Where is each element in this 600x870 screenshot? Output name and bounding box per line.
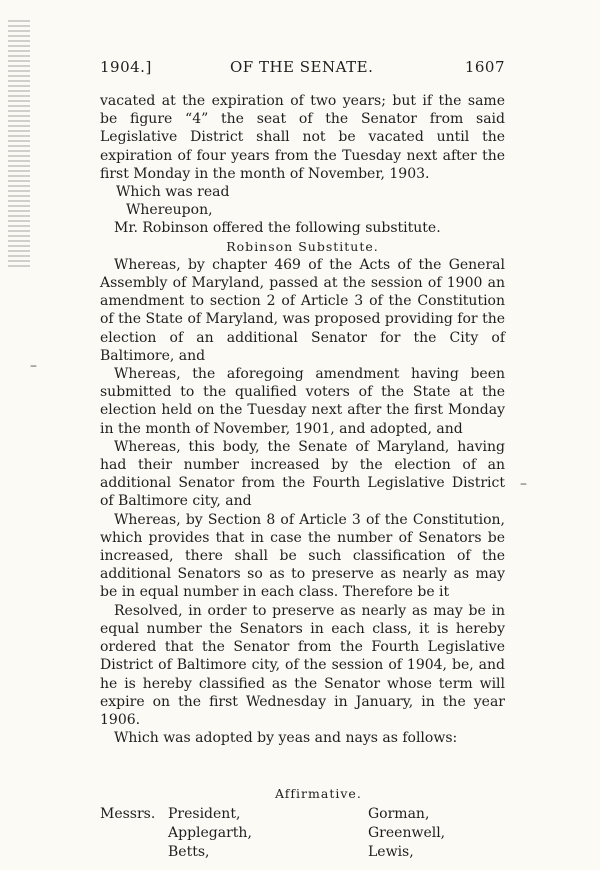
vote-prefix: Messrs. (100, 806, 156, 822)
page-number: 1607 (464, 58, 505, 76)
vote-name: Lewis, (368, 844, 414, 860)
header-title: OF THE SENATE. (230, 58, 374, 76)
vote-name: Greenwell, (368, 825, 446, 841)
margin-mark: – (30, 358, 37, 374)
body-text (100, 92, 505, 747)
vote-name: Applegarth, (168, 825, 252, 841)
vote-name: Betts, (168, 844, 210, 860)
paragraph-whereupon: Whereupon, (126, 202, 213, 219)
section-heading: Robinson Substitute. (226, 238, 379, 254)
paragraph-substitute-offered: Mr. Robinson offered the following substitute. (114, 220, 441, 237)
paragraph-whereas-3: Whereas, this body, the Senate of Maryland, having had their number increased by the election of an additional Senator from the Fourth Legislative District of Baltimore city, and (100, 438, 505, 510)
binding-edge-shadow (8, 20, 30, 270)
page-header (100, 58, 505, 78)
vote-name: Gorman, (368, 806, 430, 822)
vote-heading: Affirmative. (275, 786, 362, 801)
margin-mark: – (520, 476, 527, 492)
paragraph-vote-intro: Which was adopted by yeas and nays as follows: (114, 730, 458, 747)
paragraph-continuation: vacated at the expiration of two years; but if the same be figure “4” the seat of the Senator from said Legislative District shall not be vacated until the expiration of four years from the Tuesday next after the first Monday in the month of November, 1903. (100, 93, 505, 182)
paragraph-resolved: Resolved, in order to preserve as nearly as may be in equal number the Senators in each class, it is hereby ordered that the Senator from the Fourth Legislative District of Baltimore city, of the session of 1904, be, and he is hereby classified as the Senator whose term will expire on the first Wednesday in January, in the year 1906. (100, 602, 505, 728)
paragraph-whereas-4: Whereas, by Section 8 of Article 3 of the Constitution, which provides that in case the number of Senators be increased, there shall be such classification of the additional Senators so as to preserve as nearly as may be in equal number in each class. Therefore be it (100, 511, 505, 601)
paragraph-whereas-2: Whereas, the aforegoing amendment having been submitted to the qualified voters of the State at the election held on the Tuesday next after the first Monday in the month of November, 1901, and adopted, and (100, 366, 505, 437)
header-year: 1904.] (100, 58, 152, 76)
paragraph-read: Which was read (116, 184, 230, 201)
vote-name: President, (168, 806, 241, 822)
paragraph-whereas-1: Whereas, by chapter 469 of the Acts of the General Assembly of Maryland, passed at the session of 1900 an amendment to section 2 of Article 3 of the Constitution of the State of Maryland, was proposed providing for the election of an additional Senator for the City of Baltimore, and (100, 256, 505, 364)
